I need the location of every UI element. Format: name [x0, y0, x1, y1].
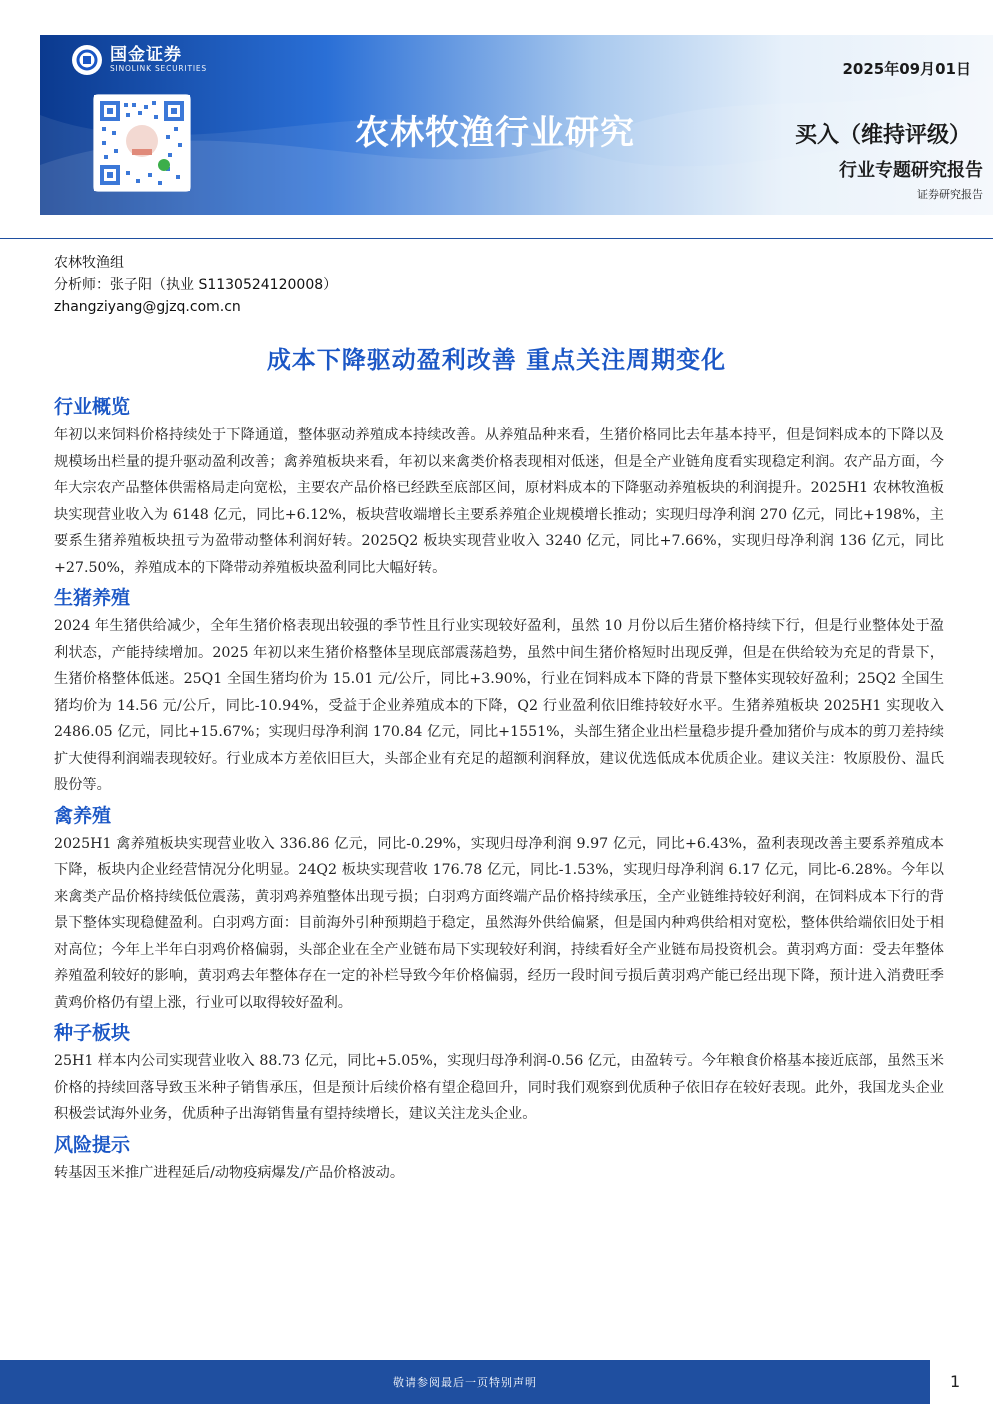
footer-bar: [0, 1360, 930, 1404]
analyst-email[interactable]: zhangziyang@gjzq.com.cn: [54, 299, 241, 315]
section-text-risk: 转基因玉米推广进程延后/动物疫病爆发/产品价格波动。: [54, 1164, 405, 1181]
logo-name-cn: 国金证券: [110, 45, 182, 66]
section-heading-poultry: 禽养殖: [54, 804, 112, 827]
section-heading-risk: 风险提示: [54, 1133, 131, 1156]
page-number: 1: [950, 1372, 961, 1391]
report-category: 证券研究报告: [917, 188, 983, 201]
section-heading-overview: 行业概览: [54, 396, 131, 418]
rating: 买入（维持评级）: [794, 123, 971, 148]
section-text-poultry: 2025H1 禽养殖板块实现营业收入 336.86 亿元，同比-0.29%，实现归母净利润 9.97 亿元，同比+6.43%，盈利表现改善主要系养殖成本下降，板块内企业经营情况分化明显。24Q2 板块实现营收 176.78 亿元，同比-1.53%，实现归母净利润 6.17 亿元，同比-6.28%。今年以来禽类产品价格持续低位震荡，黄羽鸡养殖整体出现亏损；白羽鸡方面终端产品价格持续承压，全产业链维持较好利润，在饲料成本下行的背景下整体实现稳健盈利。白羽鸡方面：目前海外引种预期趋于稳定，虽然海外供给偏紧，但是国内种鸡供给相对宽松，整体供给端依旧处于相对高位；今年上半年白羽鸡价格偏弱，头部企业在全产业链布局下实现较好利润，持续看好全产业链布局投资机会。黄羽鸡方面：受去年整体养殖盈利较好的影响，黄羽鸡去年整体存在一定的补栏导致今年价格偏弱，经历一段时间亏损后黄羽鸡产能已经出现下降，预计进入消费旺季黄鸡价格仍有望上涨，行业可以取得较好盈利。: [54, 835, 944, 1011]
section-text-overview: 年初以来饲料价格持续处于下降通道，整体驱动养殖成本持续改善。从养殖品种来看，生猪价格同比去年基本持平，但是饲料成本的下降以及规模场出栏量的提升驱动盈利改善；禽养殖板块来看，年初以来禽类价格表现相对低迷，但是全产业链角度看实现稳定利润。农产品方面，今年大宗农产品整体供需格局走向宽松，主要农产品价格已经跌至底部区间，原材料成本的下降驱动养殖板块的利润提升。2025H1 农林牧渔板块实现营业收入为 6148 亿元，同比+6.12%，板块营收端增长主要系养殖企业规模增长推动；实现归母净利润 270 亿元，同比+198%，主要系生猪养殖板块扭亏为盈带动整体利润好转。2025Q2 板块实现营业收入 3240 亿元，同比+7.66%，实现归母净利润 136 亿元，同比+27.50%，养殖成本的下降带动养殖板块盈利同比大幅好转。: [54, 427, 944, 576]
header-divider: [0, 238, 993, 239]
qr-code-icon: [94, 95, 190, 191]
section-text-hog: 2024 年生猪供给减少，全年生猪价格表现出较强的季节性且行业实现较好盈利，虽然 10 月份以后生猪价格持续下行，但是行业整体处于盈利状态，产能持续增加。2025 年初以来生猪价格整体呈现底部震荡趋势，虽然中间生猪价格短时出现反弹，但是在供给较为充足的背景下，生猪价格整体低迷。25Q1 全国生猪均价为 15.01 元/公斤，同比+3.90%，行业在饲料成本下降的背景下整体实现较好盈利；25Q2 全国生猪均价为 14.56 元/公斤，同比-10.94%，受益于企业养殖成本的下降，Q2 行业盈利依旧维持较好水平。生猪养殖板块 2025H1 实现收入 2486.05 亿元，同比+15.67%；实现归母净利润 170.84 亿元，同比+1551%，头部生猪企业出栏量稳步提升叠加猪价与成本的剪刀差持续扩大使得利润端表现较好。行业成本方差依旧巨大，头部企业有充足的超额利润释放，建议优选低成本优质企业。建议关注：牧原股份、温氏股份等。: [54, 618, 944, 793]
section-text-seed: 25H1 样本内公司实现营业收入 88.73 亿元，同比+5.05%，实现归母净利润-0.56 亿元，由盈转亏。今年粮食价格基本接近底部，虽然玉米价格的持续回落导致玉米种子销售承压，但是预计后续价格有望企稳回升，同时我们观察到优质种子依旧存在较好表现。此外，我国龙头企业积极尝试海外业务，优质种子出海销售量有望持续增长，建议关注龙头企业。: [54, 1053, 944, 1122]
company-logo: [72, 42, 207, 78]
report-date: 2025年09月01日: [842, 60, 971, 78]
logo-mark-icon: [72, 45, 102, 75]
report-type: 行业专题研究报告: [839, 160, 983, 181]
analyst-name: 分析师：张子阳（执业 S1130524120008）: [54, 277, 338, 293]
research-group: 农林牧渔组: [54, 255, 124, 271]
footer-notice: 敬请参阅最后一页特别声明: [393, 1376, 537, 1389]
section-heading-hog: 生猪养殖: [54, 587, 131, 609]
report-body: [54, 392, 944, 1188]
section-heading-seed: 种子板块: [54, 1022, 131, 1044]
author-block: [54, 252, 337, 318]
report-title: 成本下降驱动盈利改善 重点关注周期变化: [266, 346, 727, 374]
logo-name-en: SINOLINK SECURITIES: [110, 63, 207, 73]
industry-title: 农林牧渔行业研究: [355, 113, 635, 153]
